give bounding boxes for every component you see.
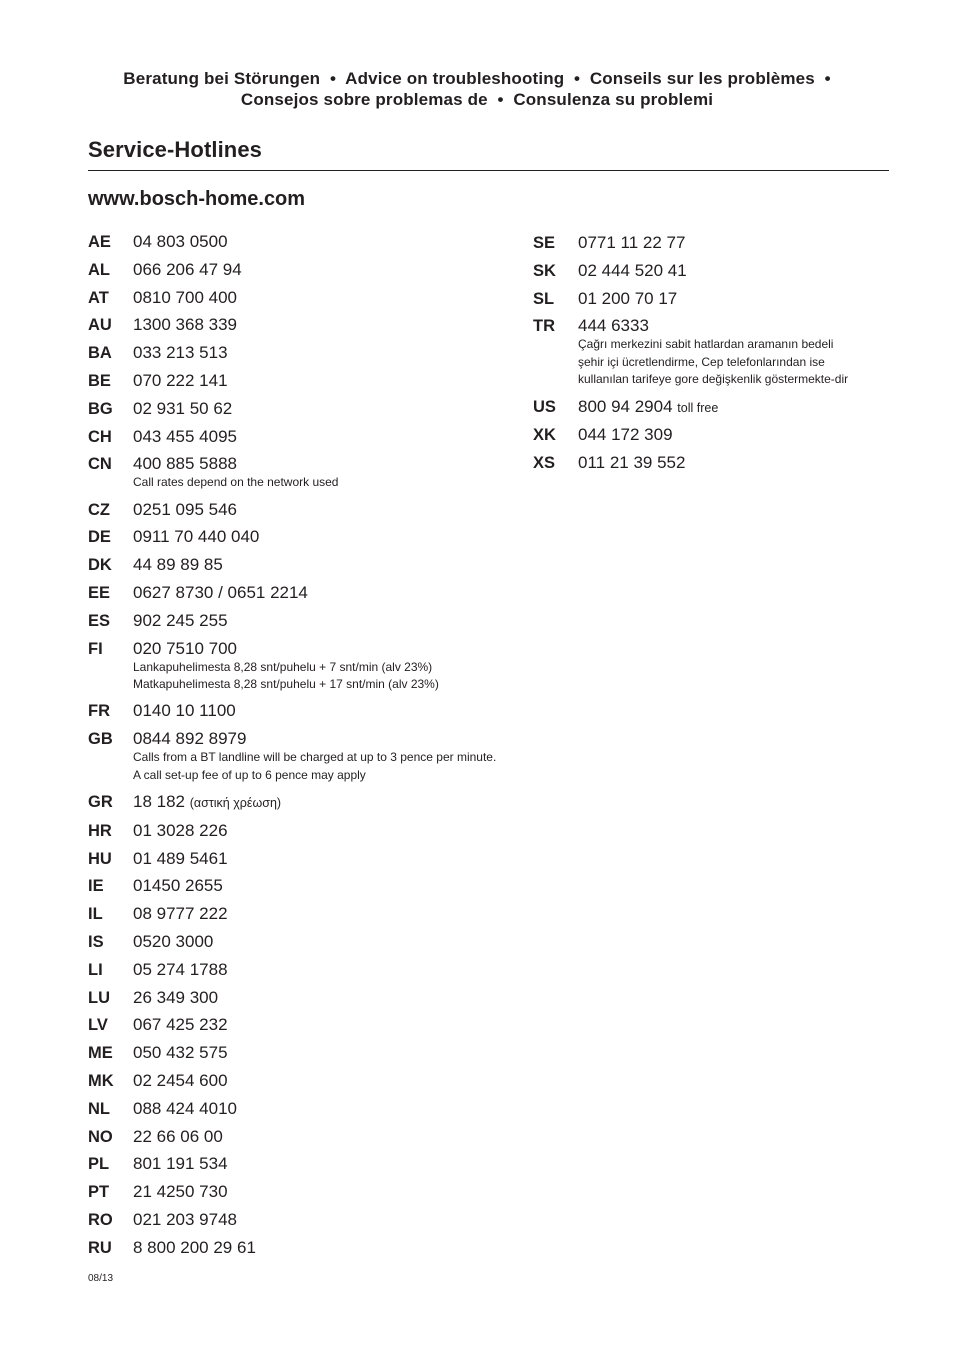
rate-note: Call rates depend on the network used [133, 475, 339, 490]
hotline-entry [88, 1209, 528, 1231]
hotline-details [578, 452, 893, 474]
hotline-entry [88, 987, 528, 1009]
phone-number[interactable]: 400 885 5888 [133, 454, 237, 474]
country-code: BA [88, 344, 112, 363]
phone-number-line [133, 791, 528, 814]
hotline-entry [88, 700, 528, 722]
country-code: HR [88, 821, 112, 840]
hotline-entry [533, 315, 893, 390]
country-code: IE [88, 877, 104, 896]
phone-number[interactable]: 088 424 4010 [133, 1098, 237, 1118]
country-code: FR [88, 702, 110, 721]
phone-number-line [133, 931, 528, 953]
country-code: SL [533, 289, 555, 308]
phone-number-line [133, 1237, 528, 1259]
hotline-entry [533, 260, 893, 282]
hotline-entry [88, 1070, 528, 1092]
hotline-entry [88, 342, 528, 364]
phone-number[interactable]: 02 2454 600 [133, 1071, 228, 1091]
phone-number[interactable]: 22 66 06 00 [133, 1126, 223, 1146]
hotline-details [133, 931, 528, 953]
country-code: PT [88, 1183, 110, 1202]
phone-number[interactable]: 0520 3000 [133, 932, 214, 952]
hotline-entry [88, 426, 528, 448]
country-code: NO [88, 1127, 113, 1146]
hotline-entry [88, 231, 528, 253]
hotline-details [578, 232, 893, 254]
hotline-details [133, 499, 528, 521]
hotline-details [133, 398, 528, 420]
phone-number[interactable]: 800 94 2904 [578, 396, 673, 416]
hotline-details [133, 728, 528, 785]
hotline-entry [88, 1014, 528, 1036]
country-code: DK [88, 556, 112, 575]
hotline-entry [88, 453, 528, 493]
hotline-details [578, 396, 893, 419]
hotline-entry [88, 1181, 528, 1203]
hotline-entry [533, 396, 893, 419]
phone-number[interactable]: 05 274 1788 [133, 959, 228, 979]
phone-number[interactable]: 0140 10 1100 [133, 701, 236, 721]
phone-number[interactable]: 01 200 70 17 [578, 288, 678, 308]
phone-number-line [133, 453, 528, 475]
hotline-entry [88, 314, 528, 336]
phone-number[interactable]: 44 89 89 85 [133, 555, 223, 575]
website-link[interactable]: www.bosch-home.com [88, 188, 306, 210]
hotline-entry [88, 931, 528, 953]
country-code: RO [88, 1211, 113, 1229]
hotline-entry [88, 398, 528, 420]
hotline-entry [88, 1126, 528, 1148]
hotline-details [133, 582, 528, 604]
phone-number-line [133, 1181, 528, 1203]
country-code: AT [88, 288, 109, 307]
hotline-details [133, 848, 528, 870]
phone-number[interactable]: 1300 368 339 [133, 315, 237, 335]
page-header [0, 68, 954, 110]
phone-number-line [133, 342, 528, 364]
phone-number-line [133, 700, 528, 722]
country-code: FI [88, 639, 103, 658]
hotline-entry [88, 526, 528, 548]
hotline-details [578, 424, 893, 446]
hotline-entry [88, 1153, 528, 1175]
hotline-details [133, 1098, 528, 1120]
hotline-details [133, 610, 528, 632]
hotline-entry [88, 1098, 528, 1120]
country-code: BG [88, 399, 113, 418]
phone-number-line [133, 231, 528, 253]
phone-number-line [133, 582, 528, 604]
phone-number-line [133, 987, 528, 1009]
header-line-2: Consejos sobre problemas de • Consulenza su problemi [240, 90, 714, 109]
page-title: Service-Hotlines [88, 137, 263, 162]
footer-date: 08/13 [88, 1273, 114, 1284]
country-code: XK [533, 426, 556, 445]
phone-number-line [578, 260, 893, 282]
rate-note: A call set-up fee of up to 6 pence may apply [133, 767, 366, 782]
hotline-entry [88, 903, 528, 925]
phone-number-line [133, 499, 528, 521]
phone-number-line [133, 1070, 528, 1092]
phone-number-line [133, 1126, 528, 1148]
hotline-details [133, 700, 528, 722]
country-code: TR [533, 317, 555, 336]
rate-note: Matkapuhelimesta 8,28 snt/puhelu + 17 snt/min (alv 23%) [133, 677, 439, 692]
phone-number[interactable]: 011 21 39 552 [578, 453, 686, 473]
phone-number[interactable]: 01450 2655 [133, 876, 223, 896]
phone-number-line [578, 396, 893, 419]
hotline-details [133, 1126, 528, 1148]
hotline-details [133, 875, 528, 897]
phone-number[interactable]: 050 432 575 [133, 1043, 228, 1063]
country-code: CN [88, 455, 112, 474]
phone-number[interactable]: 04 803 0500 [133, 232, 228, 251]
phone-number-line [133, 1042, 528, 1064]
country-code: GB [88, 730, 113, 749]
country-code: US [533, 397, 556, 416]
phone-number[interactable]: 044 172 309 [578, 425, 673, 445]
country-code: LI [88, 960, 103, 979]
phone-number[interactable]: 08 9777 222 [133, 904, 228, 924]
phone-number[interactable]: 0844 892 8979 [133, 729, 247, 749]
phone-number[interactable]: 0627 8730 / 0651 2214 [133, 583, 308, 603]
phone-number[interactable]: 444 6333 [578, 316, 649, 336]
hotline-entry [88, 499, 528, 521]
hotline-entry [88, 638, 528, 695]
phone-number[interactable]: 0251 095 546 [133, 499, 237, 519]
hotline-details [133, 820, 528, 842]
hotline-details [133, 526, 528, 548]
hotline-details [133, 1237, 528, 1259]
phone-number[interactable]: 070 222 141 [133, 370, 228, 390]
country-code: SE [533, 234, 556, 252]
hotline-details [133, 370, 528, 392]
hotline-entry [88, 287, 528, 309]
phone-number[interactable]: 033 213 513 [133, 343, 228, 363]
phone-number-line [578, 232, 893, 254]
hotline-details [133, 1153, 528, 1175]
country-code: IS [88, 933, 104, 952]
hotline-details [133, 1181, 528, 1203]
inline-note: (αστική χρέωση) [189, 796, 282, 811]
phone-number-line [133, 1209, 528, 1231]
country-code: ES [88, 611, 111, 630]
phone-number-line [133, 610, 528, 632]
phone-number-line [133, 398, 528, 420]
phone-number-line [133, 259, 528, 281]
hotline-details [133, 314, 528, 336]
phone-number-line [133, 959, 528, 981]
country-code: PL [88, 1155, 110, 1174]
phone-number-line [133, 875, 528, 897]
country-code: XS [533, 454, 556, 473]
hotline-entry [88, 610, 528, 632]
country-code: LU [88, 988, 110, 1007]
country-code: ME [88, 1044, 113, 1063]
phone-number[interactable]: 020 7510 700 [133, 638, 237, 658]
hotline-entry [533, 288, 893, 310]
phone-number-line [133, 728, 528, 750]
country-code: DE [88, 528, 111, 547]
phone-number-line [133, 903, 528, 925]
phone-number[interactable]: 18 182 [133, 792, 185, 812]
phone-number-line [133, 526, 528, 548]
country-code: GR [88, 793, 113, 812]
phone-number[interactable]: 043 455 4095 [133, 426, 237, 446]
phone-number[interactable]: 8 800 200 29 61 [133, 1237, 256, 1257]
hotline-details [133, 903, 528, 925]
phone-number[interactable]: 0911 70 440 040 [133, 527, 260, 547]
rate-note: kullanılan tarifeye gore değişkenlik göstermekte-dir [578, 372, 849, 387]
country-code: CH [88, 427, 112, 446]
phone-number[interactable]: 902 245 255 [133, 610, 228, 630]
hotline-entry [533, 452, 893, 474]
phone-number-line [578, 452, 893, 474]
hotline-entry [88, 554, 528, 576]
hotline-entry [88, 370, 528, 392]
hotline-entry [88, 1237, 528, 1259]
rate-note: Calls from a BT landline will be charged at up to 3 pence per minute. [133, 750, 497, 765]
country-code: IL [88, 905, 103, 924]
country-code: LV [88, 1016, 108, 1035]
hotline-entry [533, 232, 893, 254]
hotline-list-left [88, 231, 528, 1265]
phone-number-line [133, 287, 528, 309]
phone-number-line [133, 426, 528, 448]
phone-number-line [578, 288, 893, 310]
hotline-details [578, 315, 893, 390]
hotline-entry [88, 875, 528, 897]
phone-number[interactable]: 801 191 534 [133, 1154, 228, 1174]
phone-number[interactable]: 01 3028 226 [133, 820, 228, 840]
hotline-entry [88, 791, 528, 814]
phone-number-line [133, 1153, 528, 1175]
inline-note: toll free [677, 400, 719, 415]
hotline-details [133, 1070, 528, 1092]
hotline-entry [88, 259, 528, 281]
hotline-details [133, 342, 528, 364]
hotline-details [133, 638, 528, 695]
hotline-details [133, 554, 528, 576]
hotline-list-right [533, 232, 893, 480]
phone-number-line [133, 1098, 528, 1120]
phone-number-line [133, 370, 528, 392]
phone-number[interactable]: 02 444 520 41 [578, 260, 687, 280]
hotline-entry [88, 959, 528, 981]
country-code: HU [88, 849, 112, 868]
hotline-details [133, 987, 528, 1009]
country-code: BE [88, 371, 111, 390]
hotline-entry [88, 582, 528, 604]
country-code: AE [88, 233, 111, 251]
hotline-details [133, 1042, 528, 1064]
title-divider [88, 170, 889, 171]
hotline-details [578, 260, 893, 282]
country-code: RU [88, 1238, 112, 1257]
hotline-details [133, 287, 528, 309]
hotline-details [133, 1209, 528, 1231]
hotline-details [578, 288, 893, 310]
rate-note: Lankapuhelimesta 8,28 snt/puhelu + 7 snt/min (alv 23%) [133, 659, 433, 674]
phone-number-line [133, 848, 528, 870]
hotline-details [133, 791, 528, 814]
phone-number[interactable]: 21 4250 730 [133, 1182, 228, 1202]
country-code: MK [88, 1072, 114, 1091]
hotline-entry [88, 728, 528, 785]
hotline-entry [88, 848, 528, 870]
country-code: NL [88, 1099, 110, 1118]
hotline-details [133, 231, 528, 253]
phone-number[interactable]: 021 203 9748 [133, 1210, 237, 1229]
phone-number-line [133, 1014, 528, 1036]
hotline-entry [88, 820, 528, 842]
phone-number[interactable]: 066 206 47 94 [133, 259, 242, 279]
phone-number-line [578, 315, 893, 337]
phone-number[interactable]: 01 489 5461 [133, 848, 228, 868]
hotline-details [133, 959, 528, 981]
phone-number-line [133, 638, 528, 660]
country-code: AU [88, 316, 112, 335]
header-line-1: Beratung bei Störungen • Advice on troubleshooting • Conseils sur les problèmes • [123, 69, 831, 88]
rate-note: şehir içi ücretlendirme, Cep telefonlarından ise [578, 354, 825, 369]
hotline-details [133, 1014, 528, 1036]
country-code: EE [88, 584, 111, 603]
country-code: SK [533, 261, 556, 280]
phone-number-line [133, 554, 528, 576]
hotline-details [133, 259, 528, 281]
phone-number-line [133, 314, 528, 336]
phone-number[interactable]: 0771 11 22 77 [578, 233, 686, 252]
country-code: CZ [88, 500, 110, 519]
country-code: AL [88, 260, 110, 279]
phone-number-line [133, 820, 528, 842]
phone-number[interactable]: 26 349 300 [133, 987, 219, 1007]
hotline-details [133, 426, 528, 448]
hotline-entry [533, 424, 893, 446]
rate-note: Çağrı merkezini sabit hatlardan aramanın bedeli [578, 337, 834, 352]
phone-number-line [578, 424, 893, 446]
phone-number[interactable]: 0810 700 400 [133, 287, 237, 307]
hotline-entry [88, 1042, 528, 1064]
phone-number[interactable]: 067 425 232 [133, 1015, 228, 1035]
hotline-details [133, 453, 528, 493]
phone-number[interactable]: 02 931 50 62 [133, 398, 233, 418]
